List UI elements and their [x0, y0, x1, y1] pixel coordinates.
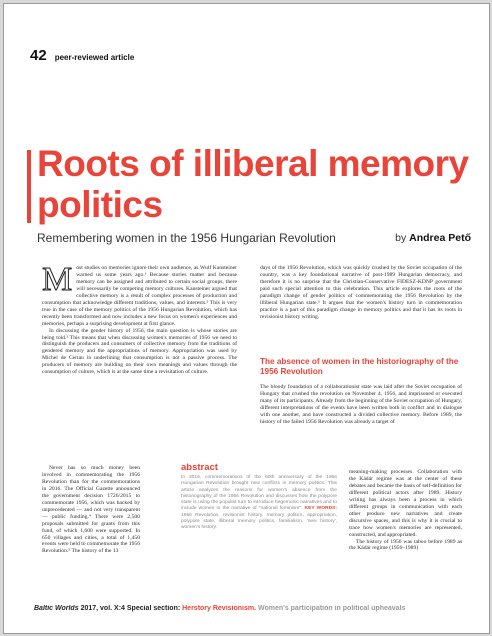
footer-tail: Women's participation in political upheavals — [258, 605, 406, 612]
paragraph: The bloody foundation of a collaborationist state was laid after the Soviet occupation of Hungary that crushed the revolution on November 4, 1956, and imprisoned or executed many of its participants. Already from the beginning of the Soviet occupation of Hungary, different interpretations of the events have been written both in conflict and in dialogue with one another, and have constructed a divided collective memory. Before 1989, the history of the failed 1956 Revolution was already a target of — [260, 384, 462, 425]
footer-theme: Herstory Revisionism. — [182, 605, 257, 612]
abstract-body — [181, 475, 337, 532]
byline — [395, 232, 471, 244]
page-number: 42 — [30, 47, 47, 64]
footer-section: Special section: — [126, 605, 181, 612]
paragraph: The history of 1956 was taboo before 1989 as the Kádár regime (1956–1989) — [349, 538, 462, 552]
byline-prefix: by — [395, 232, 407, 244]
section-subheading: The absence of women in the historiography of the 1956 Revolution — [260, 357, 459, 376]
abstract-title: abstract — [181, 462, 218, 473]
drop-cap: M — [42, 261, 73, 298]
keywords-text: 1956 Revolution, revisionist history, memory politics, appropriation, polypore state, illiberal memory politics, familialism, 'new history', women's history. — [181, 512, 337, 531]
page-header — [30, 47, 134, 64]
abstract-text: In 2016, commemorations of the 60th anniversary of the 1956 Hungarian Revolution brought new conflicts in memory politics. This article analyzes the reasons for women's absence from the historiography of the 1956 Revolution and discusses how the polypore state is using the populist turn to introduce hegemonic narratives and to include women in the narrative of "national feminism". — [181, 475, 337, 512]
body-column-right-middle — [260, 384, 462, 469]
body-column-right-top — [260, 265, 462, 355]
abstract-box — [181, 462, 337, 532]
body-column-left-bottom — [42, 465, 140, 585]
paragraph: Never has so much money been involved in commemorating the 1956 Revolution than for the commemorations in 2016. The Official Gazette announced the government decision 1726/2015 to commemorate 1956, which was backed by unprecedented — and not very transparent — public funding.⁴ There were 2,500 proposals submitted for grants from this fund, of which 1,600 were supported. In 650 villages and cities, a total of 1,450 events were held to commemorate the 1956 Revolution.⁵ The history of the 13 — [42, 465, 140, 555]
article-subtitle: Remembering women in the 1956 Hungarian Revolution — [37, 231, 336, 245]
footer-series: Baltic Worlds — [34, 605, 79, 612]
footer-issue: 2017, vol. X:4 — [80, 605, 125, 612]
paragraph: ost studies on memories ignore their own audience, as Wulf Kansteiner warned us some years ago.¹ Because stories matter and because memory can be assigned and attributed to certain social groups, there will necessarily be competing memory cultures. Kansteiner argued that collective memory is a result of complex processes of production and consumption that acknowledge different traditions, values, and interests.² This is very true in the case of the memory politics of the 1956 Hungarian Revolution, which has recently been transformed and now includes a new focus on women's experiences and memories, perhaps a surprising development at first glance. — [42, 265, 237, 327]
body-column-left-top — [42, 261, 237, 465]
article-title: Roots of illiberal memory politics — [37, 143, 469, 225]
paragraph: In discussing the gender history of 1956, the main question is whose stories are being told.³ This means that when discussing women's memories of 1956 we need to distinguish the producers and consumers of collective memory from the traditions of gendered memory and the appropriations of memory. Appropriation was used by Michel de Certau in underlining that consumption is not a passive process. The producers of memory are building on their own meanings and values through the consumption of culture, which is at the same time a revisitation of culture. — [42, 327, 237, 376]
paragraph: meaning-making processes. Collaboration with the Kádár regime was at the center of these debates and became the basis of self-definition for different political actors after 1989. History writing has always been a process in which different groups in communication with each other produce new narratives and create discursive spaces, and this is why it is crucial to trace how women's memories are represented, constructed, and appropriated. — [349, 469, 462, 538]
author-name: Andrea Pető — [409, 232, 471, 244]
page-footer — [34, 605, 474, 612]
body-column-right-bottom — [349, 469, 462, 589]
title-accent-bar — [27, 150, 31, 223]
keywords-label: KEY WORDS: — [304, 506, 338, 512]
section-label: peer-reviewed article — [54, 53, 135, 62]
magazine-page — [3, 3, 490, 634]
paragraph: days of the 1956 Revolution, which was quickly crushed by the Soviet occupation of the country, was a key foundational narrative of post-1989 Hungarian democracy, and therefore it is no surprise that the Christian-Conservative FIDESZ-KDNP government paid such special attention to this celebration. This article explores the roots of the paradigm change of gender politics of commemorating the 1956 Revolution by the illiberal Hungarian state.⁶ It argues that the women's history turn in commemoration practice is a part of this paradigm change in memory politics and that it has its roots in revisionist history writing. — [260, 265, 462, 320]
